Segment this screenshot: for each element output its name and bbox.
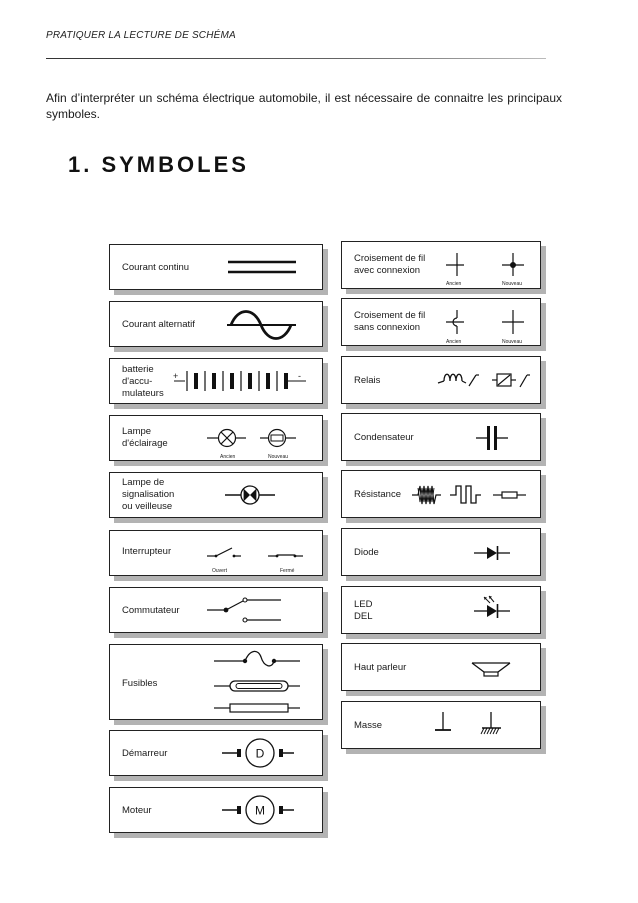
- symbol-card-dc: [109, 244, 323, 290]
- header-rule: [46, 58, 546, 59]
- symbol-label: LED DEL: [354, 599, 373, 622]
- lamp-icon: [110, 416, 324, 462]
- diode-icon: [342, 529, 542, 577]
- section-title: 1. SYMBOLES: [68, 152, 249, 177]
- symbol-label: Diode: [354, 547, 379, 558]
- symbol-card-ac: [109, 301, 323, 347]
- symbol-card-relay: [341, 356, 541, 404]
- symbol-card-resistor: [341, 470, 541, 518]
- motor-letter: M: [255, 803, 265, 818]
- symbol-label: Croisement de fil avec connexion: [354, 253, 426, 276]
- symbol-label: Masse: [354, 720, 382, 731]
- symbol-card-battery: [109, 358, 323, 404]
- symbol-label: batterie d'accu- mulateurs: [122, 364, 164, 399]
- symbol-card-motor: [109, 787, 323, 833]
- symbol-card-switch: [109, 530, 323, 576]
- symbol-card-capacitor: [341, 413, 541, 461]
- battery-plus-sign: +: [173, 371, 179, 381]
- symbol-card-lamp: [109, 415, 323, 461]
- symbol-label: Interrupteur: [122, 546, 172, 557]
- symbol-card-diode: [341, 528, 541, 576]
- led-icon: [342, 587, 542, 635]
- junction-caption-new: Nouveau: [502, 281, 523, 287]
- symbol-label: Relais: [354, 375, 381, 386]
- symbol-label: Commutateur: [122, 605, 180, 616]
- symbol-label: Fusibles: [122, 678, 158, 689]
- dc-current-icon: [110, 245, 324, 291]
- motor-icon: [110, 788, 324, 834]
- switch-caption-open: Ouvert: [212, 568, 228, 574]
- switch-icon: [110, 531, 324, 577]
- symbol-label: Démarreur: [122, 748, 168, 759]
- symbol-label: Haut parleur: [354, 662, 407, 673]
- symbol-label: Condensateur: [354, 432, 414, 443]
- symbol-card-wire-crossing: [341, 298, 541, 346]
- switch-caption-closed: Fermé: [280, 568, 295, 574]
- resistor-icon: [342, 471, 542, 519]
- lamp-caption-old: Ancien: [220, 454, 236, 460]
- ground-icon: [342, 702, 542, 750]
- signal-lamp-icon: [110, 473, 324, 519]
- symbol-label: Moteur: [122, 805, 152, 816]
- wire-crossing-icon: [342, 299, 542, 347]
- lamp-caption-new: Nouveau: [268, 454, 289, 460]
- symbol-label: Courant continu: [122, 262, 190, 273]
- ac-current-icon: [110, 302, 324, 348]
- relay-icon: [342, 357, 542, 405]
- symbol-label: Résistance: [354, 489, 401, 500]
- fuse-icon: [110, 645, 324, 721]
- symbol-card-fuses: [109, 644, 323, 720]
- crossing-caption-old: Ancien: [446, 339, 462, 345]
- symbol-label: Lampe de signalisation ou veilleuse: [122, 477, 175, 512]
- symbol-card-signal-lamp: [109, 472, 323, 518]
- symbol-label: Lampe d'éclairage: [122, 426, 168, 449]
- symbol-card-ground: [341, 701, 541, 749]
- symbol-label: Courant alternatif: [122, 319, 195, 330]
- symbol-card-starter: [109, 730, 323, 776]
- battery-icon: [110, 359, 324, 405]
- intro-paragraph: Afin d’interpréter un schéma électrique automobile, il est nécessaire de connaitre les principaux symboles.: [46, 91, 562, 121]
- symbol-card-wire-junction: [341, 241, 541, 289]
- starter-letter: D: [255, 746, 265, 761]
- starter-icon: [110, 731, 324, 777]
- running-header: PRATIQUER LA LECTURE DE SCHÉMA: [46, 30, 236, 41]
- symbol-card-changeover: [109, 587, 323, 633]
- battery-minus-sign: -: [298, 371, 301, 381]
- speaker-icon: [342, 644, 542, 692]
- symbol-card-speaker: [341, 643, 541, 691]
- symbol-card-led: [341, 586, 541, 634]
- changeover-switch-icon: [110, 588, 324, 634]
- junction-caption-old: Ancien: [446, 281, 462, 287]
- capacitor-icon: [342, 414, 542, 462]
- wire-junction-icon: [342, 242, 542, 290]
- crossing-caption-new: Nouveau: [502, 339, 523, 345]
- symbol-label: Croisement de fil sans connexion: [354, 310, 426, 333]
